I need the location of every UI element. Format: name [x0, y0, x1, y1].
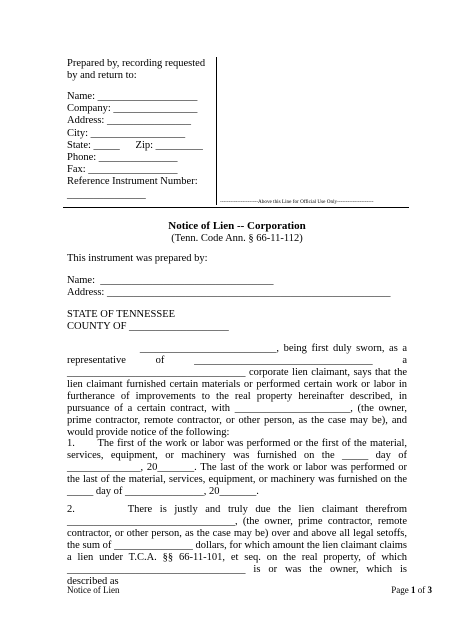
page-current: 1: [411, 585, 416, 595]
county-heading: COUNTY OF ___________________: [67, 321, 229, 332]
item-2-paragraph: 2. There is justly and truly due the lien claimant therefrom ________________________________, (the owner, prime contractor, remote contractor, or other person, as the case may be) over and above all legal setoffs, the sum of _______________ dollars, for which amount the lien claimant claims a lien under T.C.A. §§ 66-11-101, et seq. on the real property, of which __________________________________ is or was the owner, which is described as: [67, 504, 410, 587]
page-number: [350, 585, 432, 595]
preparer-address-line: Address: ______________________________________________________: [67, 287, 391, 298]
prepared-by-label: Prepared by, recording requested by and return to:: [67, 58, 206, 81]
page-total: 3: [427, 585, 432, 595]
intro-paragraph: __________________________, being first duly sworn, as a representative of __________________________________ a __________________________________ corporate lien claimant, says that the lien claimant furnished certain materials or performed certain work or labor in furtherance of improvements to the real property hereinafter described, in pursuance of a certain contract, with ______________________, (the owner, prime contractor, remote contractor, or other person, as the case may be), and would provide notice of the following:: [67, 343, 410, 438]
company-field: Company: ________________: [67, 103, 198, 115]
city-field: City: __________________: [67, 127, 186, 139]
state-zip-field: State: _____ Zip: _________: [67, 139, 203, 151]
reference-instrument-label: Reference Instrument Number:: [67, 176, 198, 188]
page-prefix: Page: [391, 585, 411, 595]
phone-field: Phone: _______________: [67, 152, 178, 164]
header-vertical-divider: [216, 57, 217, 205]
page-of: of: [415, 585, 428, 595]
official-use-divider: [63, 207, 409, 208]
official-use-note: ----------------------Above this Line for Official Use Only---------------------: [220, 199, 374, 205]
document-subtitle: (Tenn. Code Ann. § 66-11-112): [171, 233, 303, 244]
item-1-paragraph: 1. The first of the work or labor was performed or the first of the material, services, equipment, or machinery was furnished on the _____ day of ______________, 20_______. The last of the work or labor was performed or the last of the material, services, equipment, or machinery was furnished on the _____ day of _______________, 20_______.: [67, 438, 410, 497]
state-heading: STATE OF TENNESSEE: [67, 309, 176, 320]
address-field: Address: ________________: [67, 115, 191, 127]
prepared-by-line: This instrument was prepared by:: [67, 253, 208, 264]
fax-field: Fax: _________________: [67, 164, 178, 176]
reference-instrument-field: _______________: [67, 188, 146, 200]
preparer-name-line: Name: _________________________________: [67, 275, 274, 286]
name-field: Name: ___________________: [67, 91, 198, 102]
return-address-fields: [67, 91, 203, 201]
footer-title: Notice of Lien: [67, 585, 120, 595]
document-title: Notice of Lien -- Corporation: [168, 220, 306, 232]
